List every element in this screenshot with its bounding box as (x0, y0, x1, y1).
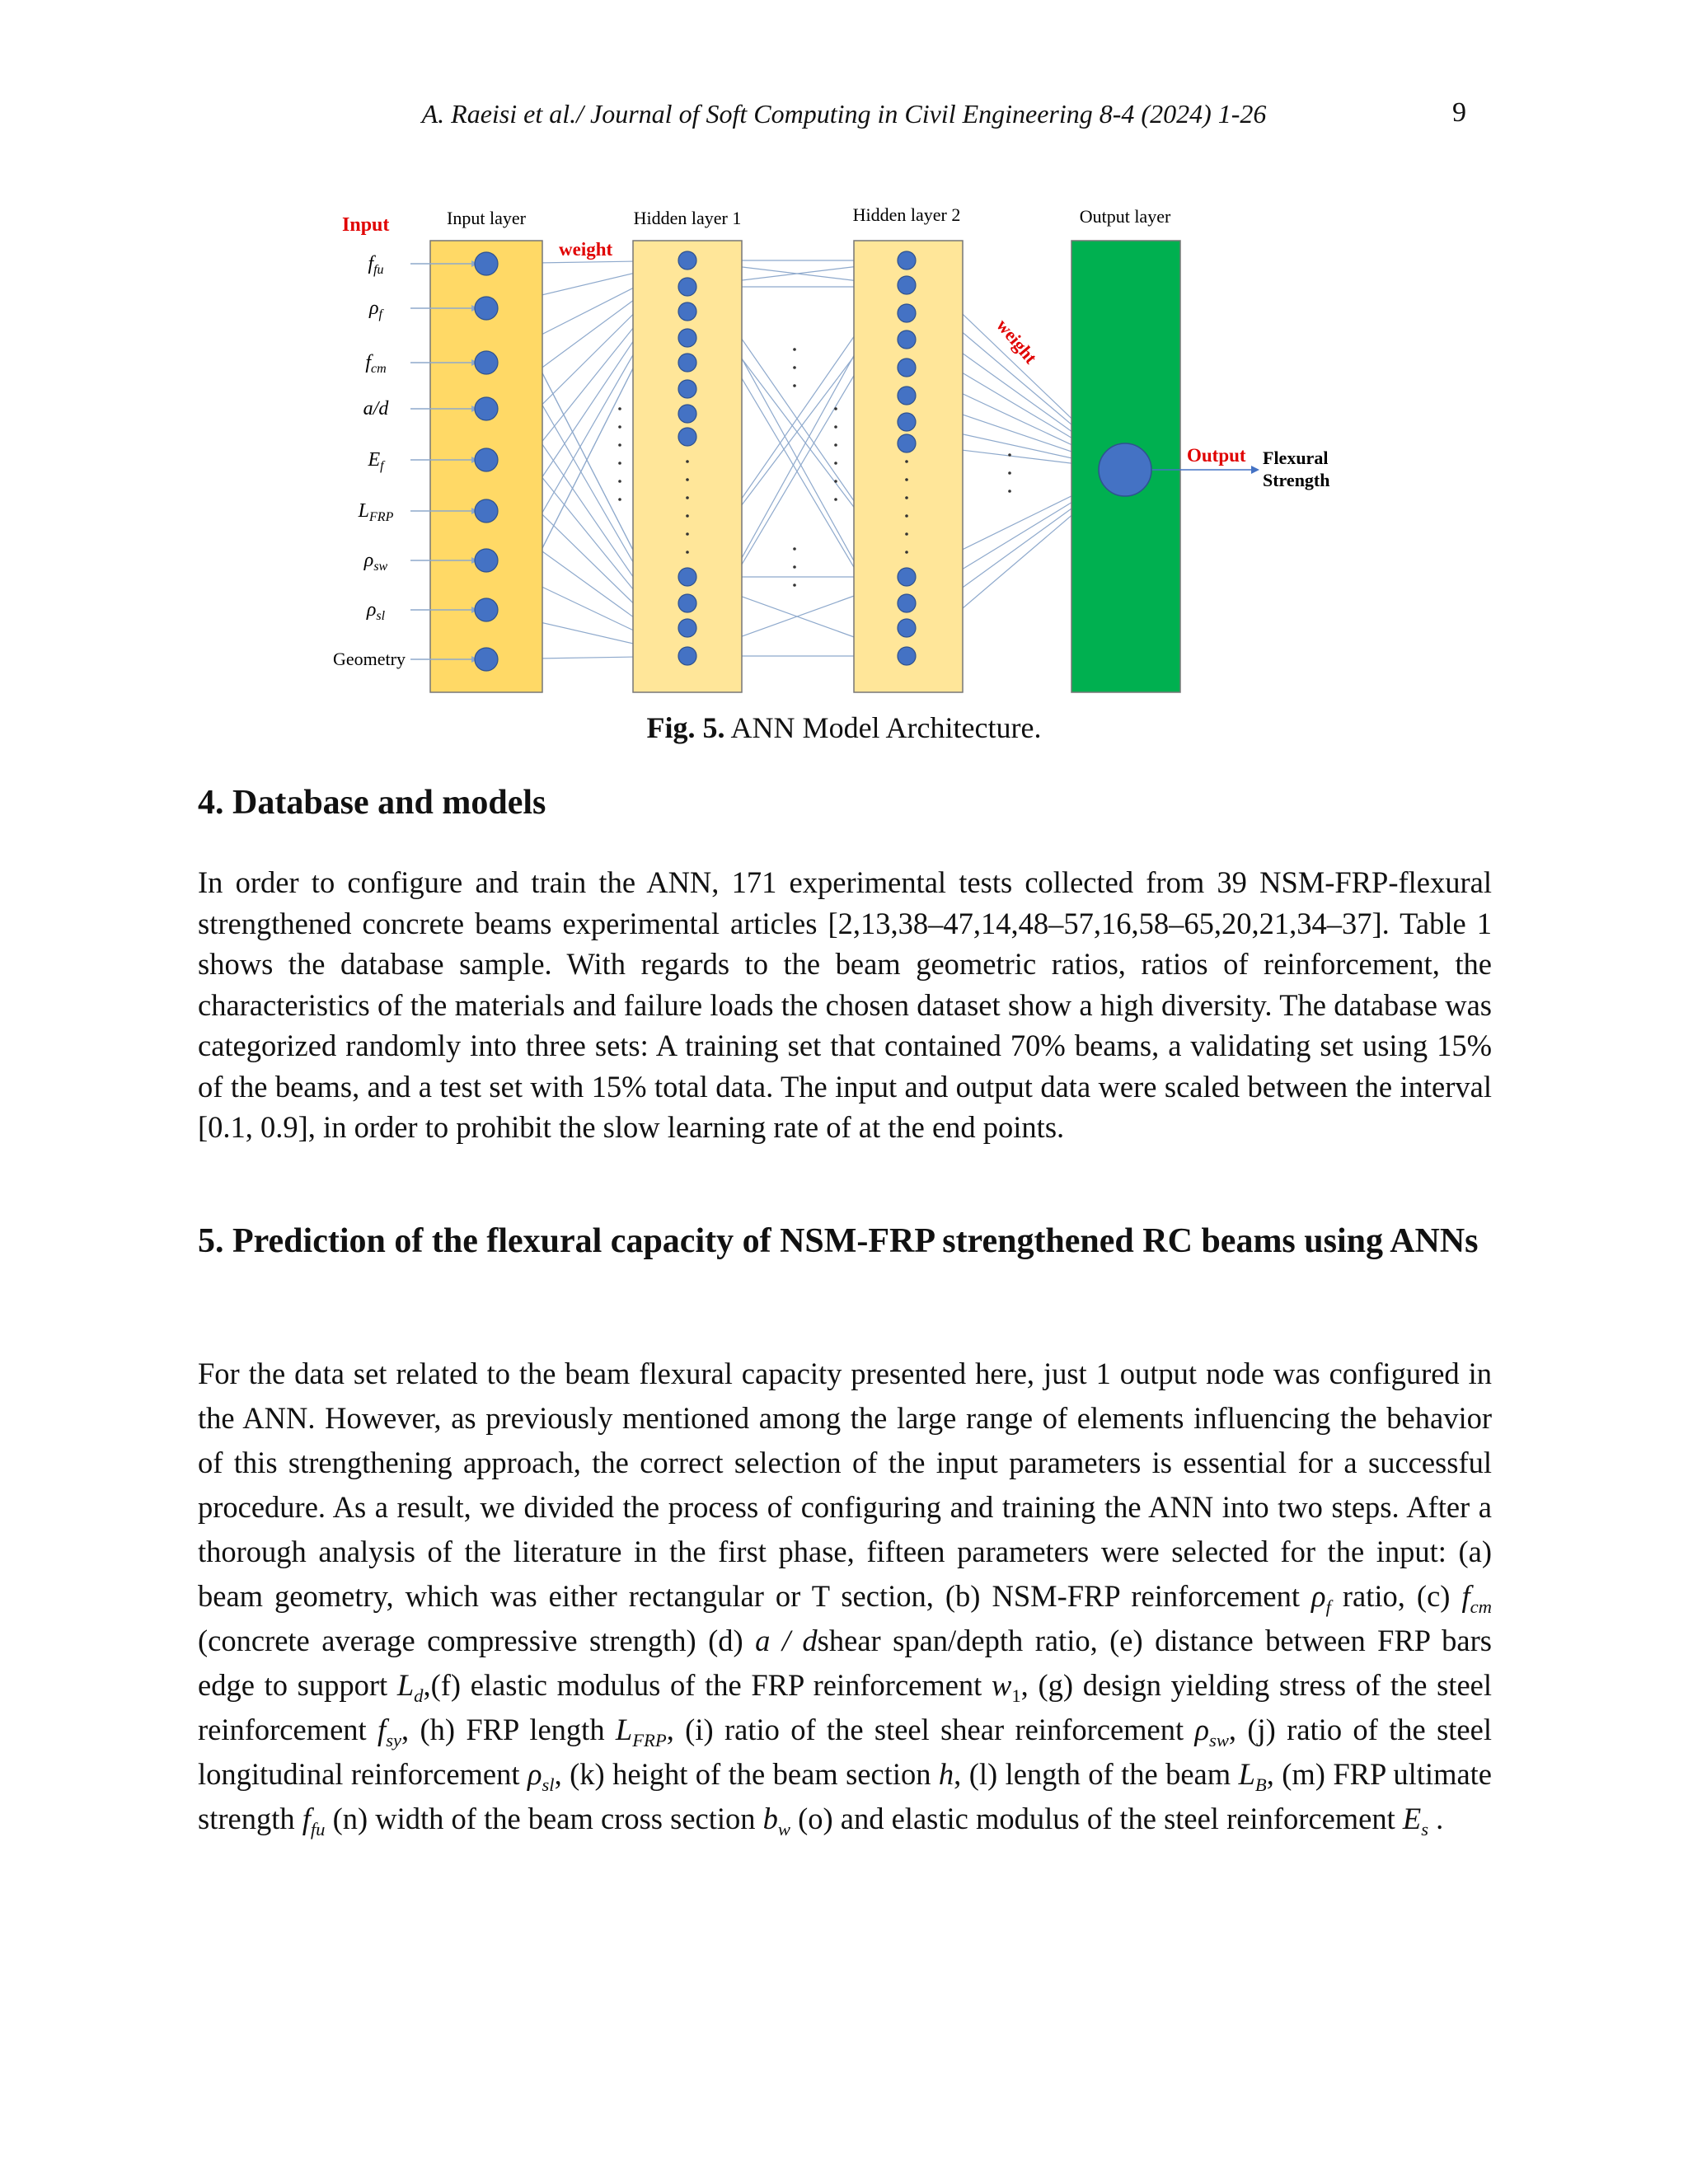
math-subscript: FRP (632, 1729, 667, 1750)
math-rho-sl (527, 1757, 555, 1795)
hidden-1-node (678, 354, 696, 372)
ann-diagram (313, 198, 1376, 725)
hidden-2-node (898, 568, 916, 586)
hidden-2-node (898, 387, 916, 405)
hidden-2-node (898, 330, 916, 349)
input-node (475, 351, 498, 374)
ellipsis-dot (1008, 471, 1011, 475)
input-variable-label (363, 550, 388, 574)
input-variable-symbol: Geometry (333, 649, 406, 669)
ellipsis-dot (793, 547, 796, 551)
math-symbol: L (396, 1668, 415, 1702)
input-node (475, 297, 498, 320)
hidden-1-node (678, 594, 696, 612)
math-rho-f (1311, 1579, 1331, 1617)
ellipsis-dot (834, 443, 837, 447)
output-label: Output (1187, 445, 1246, 466)
text-run: , (j) ratio of the steel longitudinal reinforcement (198, 1713, 1492, 1791)
input-variable-labels (333, 253, 406, 669)
text-run: ,(f) elastic modulus of the FRP reinforcement (423, 1668, 992, 1702)
math-symbol: ρ (1311, 1579, 1326, 1613)
math-subscript: d (414, 1685, 424, 1706)
input-variable-symbol: f (368, 253, 374, 274)
hidden-2-node (898, 251, 916, 269)
section-4-title: 4. Database and models (198, 784, 546, 822)
ellipsis-dot (834, 480, 837, 483)
hidden-1-node (678, 302, 696, 321)
strength-label: Strength (1263, 470, 1330, 490)
math-f-sy (377, 1713, 402, 1750)
math-f-cm (1461, 1579, 1492, 1617)
hidden-2-node (898, 359, 916, 377)
ellipsis-dot (793, 366, 796, 369)
math-f-fu (302, 1802, 326, 1840)
text-run: , (g) design yielding stress of the steel reinforcement (198, 1668, 1492, 1746)
hidden-2-node (898, 413, 916, 431)
math-subscript: fu (310, 1818, 326, 1840)
math-h: h (938, 1757, 954, 1791)
math-subscript: sl (542, 1774, 555, 1795)
text-run: . (1428, 1802, 1444, 1835)
math-a-over-d: a / d (755, 1624, 818, 1657)
ellipsis-dot (834, 425, 837, 429)
input-node (475, 549, 498, 572)
text-run: , (l) length of the beam (954, 1757, 1239, 1791)
hidden-1-node (678, 251, 696, 269)
hidden-1-node (678, 278, 696, 296)
text-run: shear span/depth ratio, (e) distance between FRP bars edge to support (198, 1624, 1492, 1702)
hidden-1-node (678, 380, 696, 398)
input-variable-label (358, 500, 394, 524)
ellipsis-dot (905, 460, 908, 463)
hidden-2-node (898, 647, 916, 665)
math-symbol: f (1461, 1579, 1470, 1613)
input-variable-symbol: E (368, 449, 381, 471)
ellipsis-dot (618, 407, 621, 410)
math-E-s (1402, 1802, 1428, 1840)
section-5-title: 5. Prediction of the flexural capacity of NSM-FRP strengthened RC beams using ANNs (198, 1222, 1479, 1260)
ellipsis-dot (793, 583, 796, 587)
math-symbol: ρ (1194, 1713, 1210, 1746)
text-run: (concrete average compressive strength) (d) (198, 1624, 756, 1657)
input-variable-label (333, 649, 406, 669)
input-variable-symbol: ρ (369, 298, 379, 319)
input-variable-label (365, 352, 386, 376)
input-node (475, 397, 498, 420)
caption-label: Fig. 5. (646, 711, 725, 744)
ellipsis-dot (905, 496, 908, 499)
text-run: For the data set related to the beam flexural capacity presented here, just 1 output node was configured in the ANN. However, as previously mentioned among the large range of elements influencing the behavior of this strengthening approach, the correct selection of the input parameters is essential for a successful procedure. As a result, we divided the process of configuring and training the ANN into two steps. After a thorough analysis of the literature in the first phase, fifteen parameters were selected for the input: (a) beam geometry, which was either rectangular or T section, (b) NSM-FRP reinforcement (198, 1357, 1492, 1613)
input-variable-symbol: a/d (363, 398, 389, 419)
input-variable-label (367, 449, 386, 473)
math-rho-sw (1194, 1713, 1229, 1750)
flexural-label: Flexural (1263, 448, 1329, 468)
input-variable-symbol: ρ (363, 550, 374, 571)
text-run: , (k) height of the beam section (554, 1757, 939, 1791)
ellipsis-dot (905, 514, 908, 518)
hidden-1-node (678, 619, 696, 637)
input-variable-subscript: FRP (369, 510, 394, 524)
hidden-2-node (898, 304, 916, 322)
math-L-frp (615, 1713, 667, 1750)
input-variable-subscript: f (378, 307, 382, 321)
math-subscript: 1 (1011, 1685, 1021, 1706)
input-variable-subscript: sw (373, 560, 388, 574)
connections (486, 260, 1125, 659)
ellipsis-dot (793, 384, 796, 387)
output-node (1099, 443, 1151, 496)
math-subscript: sw (1209, 1729, 1229, 1750)
text-run: , (m) FRP ultimate strength (198, 1757, 1492, 1835)
hidden-1-node (678, 647, 696, 665)
ellipsis-dot (686, 551, 689, 554)
ellipsis-dot (618, 498, 621, 501)
math-symbol: f (302, 1802, 311, 1835)
hidden-1-node (678, 329, 696, 347)
ellipsis-dot (686, 496, 689, 499)
math-symbol: ρ (527, 1757, 542, 1791)
ellipsis-dot (793, 565, 796, 569)
ellipsis-dot (618, 443, 621, 447)
section-5-paragraph (198, 1352, 1492, 1841)
hidden-2-node (898, 594, 916, 612)
figure-caption (0, 710, 1688, 745)
output-layer-heading: Output layer (1079, 206, 1171, 227)
math-symbol: E (1402, 1802, 1422, 1835)
ellipsis-dot (1008, 490, 1011, 493)
hidden-1-node (678, 568, 696, 586)
math-L-B (1238, 1757, 1267, 1795)
math-subscript: cm (1470, 1596, 1492, 1617)
text-run: (n) width of the beam cross section (325, 1802, 763, 1835)
hidden-layer-2-heading: Hidden layer 2 (852, 204, 961, 225)
page-number: 9 (1452, 97, 1466, 128)
ellipsis-dot (905, 551, 908, 554)
input-layer-heading: Input layer (447, 208, 526, 228)
hidden-2-node (898, 276, 916, 294)
ellipsis-dot (686, 460, 689, 463)
hidden-2-node (898, 619, 916, 637)
math-subscript: s (1421, 1818, 1428, 1840)
input-node (475, 499, 498, 523)
input-variable-symbol: L (358, 500, 370, 522)
text-run: (o) and elastic modulus of the steel reinforcement (790, 1802, 1403, 1835)
math-b-w (762, 1802, 790, 1840)
input-variable-label (368, 298, 385, 321)
math-symbol: f (377, 1713, 387, 1746)
hidden-2-node (898, 434, 916, 452)
input-node (475, 648, 498, 671)
math-symbol: b (762, 1802, 778, 1835)
text-run: , (i) ratio of the steel shear reinforcement (666, 1713, 1195, 1746)
ellipsis-dot (905, 532, 908, 536)
text-run: , (h) FRP length (401, 1713, 616, 1746)
math-subscript: w (777, 1818, 790, 1840)
math-subscript: B (1254, 1774, 1267, 1795)
input-variable-label (366, 599, 386, 623)
math-subscript: f (1325, 1596, 1331, 1617)
math-symbol: L (1238, 1757, 1255, 1791)
ellipsis-dot (618, 480, 621, 483)
input-node (475, 598, 498, 621)
input-heading: Input (342, 214, 390, 236)
ellipsis-dot (905, 478, 908, 481)
ellipsis-dot (1008, 453, 1011, 457)
running-header: A. Raeisi et al./ Journal of Soft Computing in Civil Engineering 8-4 (2024) 1-26 (421, 99, 1267, 129)
math-symbol: L (615, 1713, 633, 1746)
ellipsis-dot (686, 532, 689, 536)
input-variable-subscript: sl (376, 609, 386, 623)
ellipsis-dot (618, 425, 621, 429)
hidden-1-node (678, 405, 696, 423)
caption-text: ANN Model Architecture. (724, 711, 1042, 744)
input-variable-subscript: fu (373, 263, 384, 277)
input-node (475, 448, 498, 471)
weight-label-2: weight (992, 315, 1042, 368)
math-w-1 (992, 1668, 1021, 1706)
input-variable-subscript: f (380, 459, 384, 473)
ellipsis-dot (834, 407, 837, 410)
section-4-paragraph: In order to configure and train the ANN, 171 experimental tests collected from 39 NSM-FRP-flexural strengthened concrete beams experimental articles [2,13,38–47,14,48–57,16,58–65,20,21,34–37]. Table 1 shows the database sample. With regards to the beam geometric ratios, ratios of reinforcement, the characteristics of the materials and failure loads the chosen dataset show a high diversity. The database was categorized randomly into three sets: A training set that contained 70% beams, a validating set using 15% of the beams, and a test set with 15% total data. The input and output data were scaled between the interval [0.1, 0.9], in order to prohibit the slow learning rate of at the end points. (198, 865, 1492, 1144)
math-subscript: sy (386, 1729, 402, 1750)
input-node (475, 252, 498, 275)
ann-architecture-figure (313, 198, 1376, 725)
math-symbol: w (992, 1668, 1012, 1702)
input-variable-symbol: f (365, 352, 372, 373)
input-variable-subscript: cm (371, 362, 387, 376)
input-variable-symbol: ρ (366, 599, 377, 621)
ellipsis-dot (686, 478, 689, 481)
math-L-d (396, 1668, 424, 1706)
input-variable-label (368, 253, 383, 277)
ellipsis-dot (834, 462, 837, 465)
text-run: ratio, (c) (1330, 1579, 1462, 1613)
ellipsis-dot (686, 514, 689, 518)
output-arrow-head (1251, 466, 1259, 474)
ellipsis-dot (618, 462, 621, 465)
hidden-1-node (678, 428, 696, 446)
ellipsis-dot (834, 498, 837, 501)
ellipsis-dot (793, 348, 796, 351)
input-variable-label (363, 398, 390, 419)
weight-label-1: weight (559, 239, 613, 260)
hidden-layer-1-heading: Hidden layer 1 (633, 208, 742, 228)
